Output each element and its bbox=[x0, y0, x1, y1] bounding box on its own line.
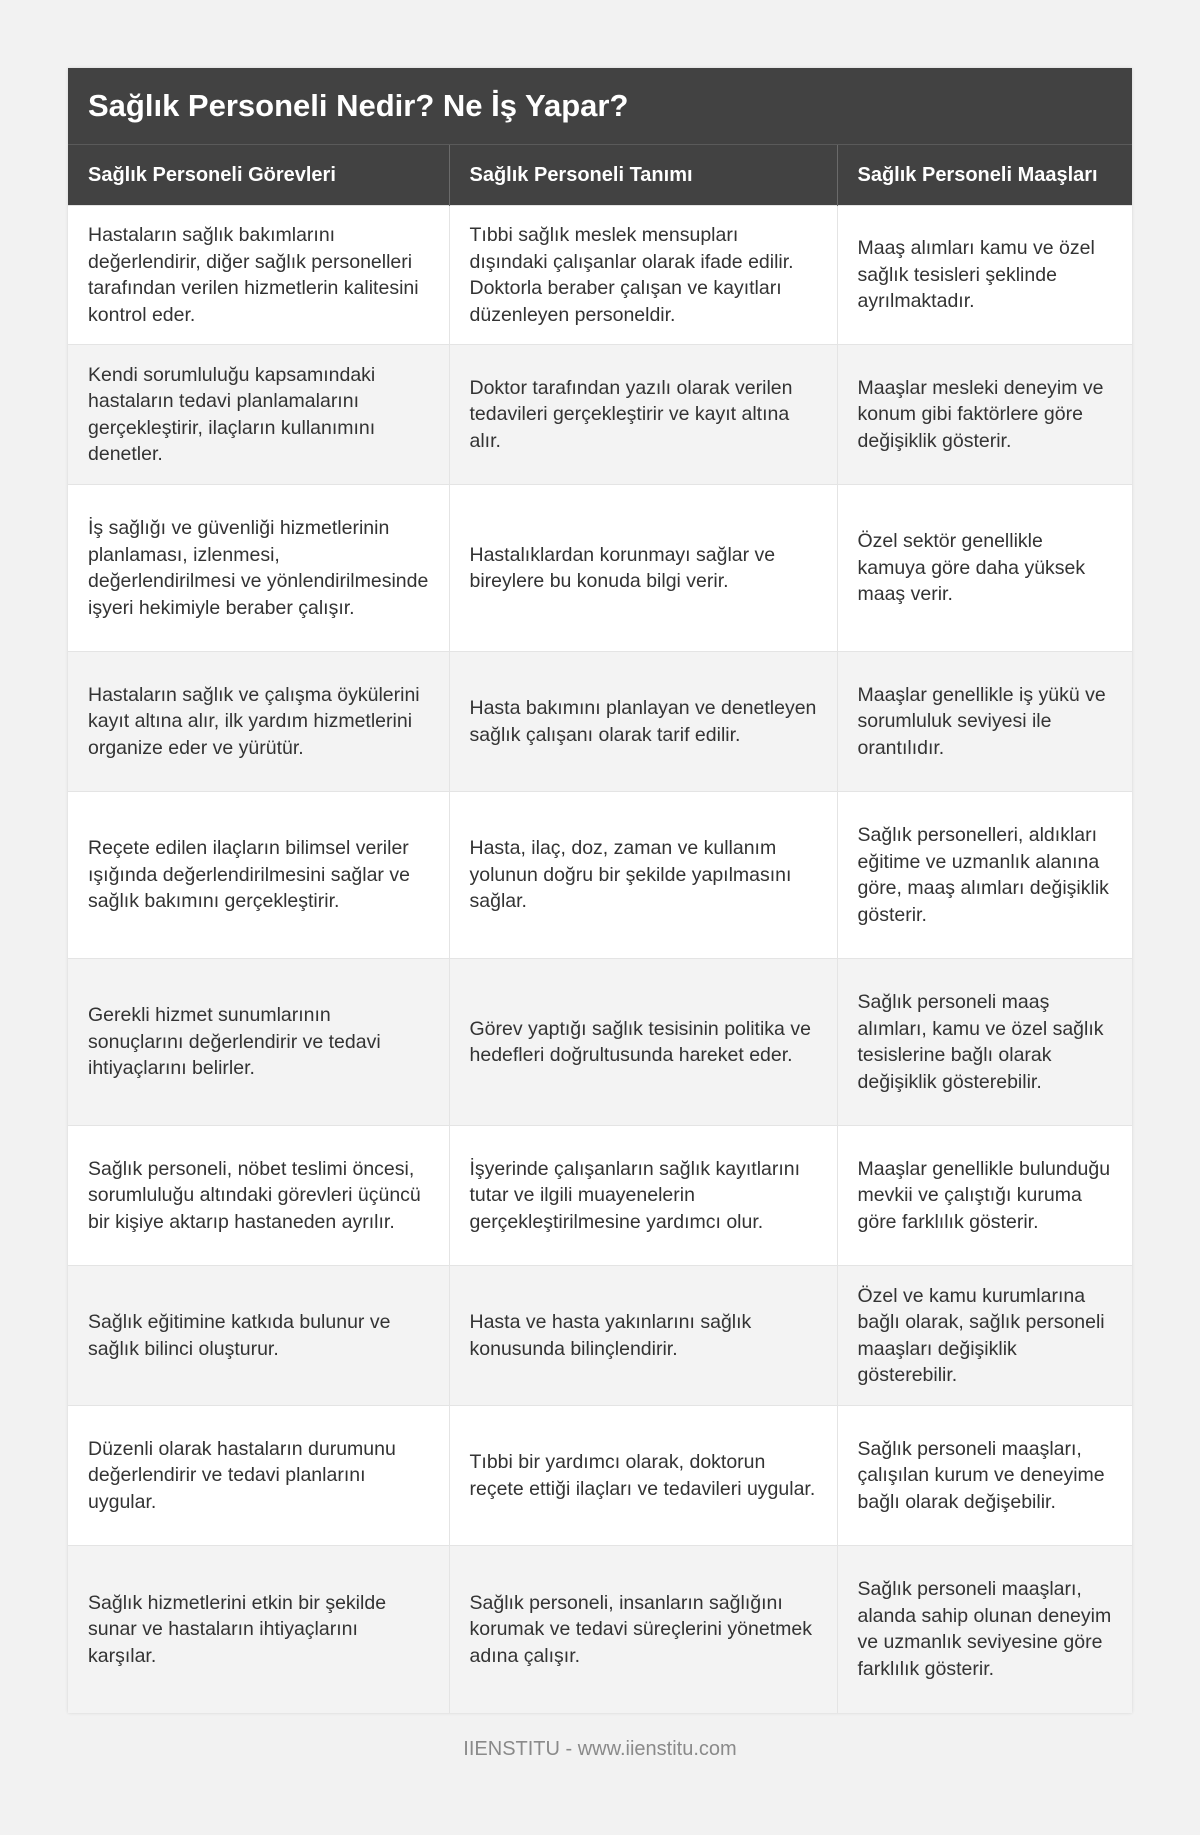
table-body bbox=[68, 206, 1132, 1713]
data-table bbox=[68, 144, 1132, 1713]
page-title: Sağlık Personeli Nedir? Ne İş Yapar? bbox=[68, 68, 1132, 144]
table-cell-definition: Tıbbi bir yardımcı olarak, doktorun reçete ettiği ilaçları ve tedavileri uygular. bbox=[449, 1406, 837, 1546]
column-header-salaries: Sağlık Personeli Maaşları bbox=[837, 145, 1132, 206]
table-cell-duty: Düzenli olarak hastaların durumunu değerlendirir ve tedavi planlarını uygular. bbox=[68, 1406, 449, 1546]
table-cell-definition: Tıbbi sağlık meslek mensupları dışındaki çalışanlar olarak ifade edilir. Doktorla beraber çalışan ve kayıtları düzenleyen personeldir. bbox=[449, 206, 837, 345]
table-cell-duty: Sağlık hizmetlerini etkin bir şekilde sunar ve hastaların ihtiyaçlarını karşılar. bbox=[68, 1546, 449, 1713]
table-row bbox=[68, 206, 1132, 345]
table-card bbox=[68, 68, 1132, 1713]
table-cell-salary: Sağlık personeli maaşları, alanda sahip olunan deneyim ve uzmanlık seviyesine göre farklılık gösterir. bbox=[837, 1546, 1132, 1713]
table-cell-duty: Kendi sorumluluğu kapsamındaki hastaların tedavi planlamalarını gerçekleştirir, ilaçların kullanımını denetler. bbox=[68, 345, 449, 485]
table-cell-duty: Sağlık personeli, nöbet teslimi öncesi, sorumluluğu altındaki görevleri üçüncü bir kişiye aktarıp hastaneden ayrılır. bbox=[68, 1126, 449, 1266]
table-cell-salary: Sağlık personelleri, aldıkları eğitime ve uzmanlık alanına göre, maaş alımları değişiklik gösterir. bbox=[837, 792, 1132, 959]
header-row bbox=[68, 145, 1132, 206]
table-row bbox=[68, 485, 1132, 652]
table-cell-definition: Hasta, ilaç, doz, zaman ve kullanım yolunun doğru bir şekilde yapılmasını sağlar. bbox=[449, 792, 837, 959]
table-cell-definition: Hasta bakımını planlayan ve denetleyen sağlık çalışanı olarak tarif edilir. bbox=[449, 652, 837, 792]
table-cell-salary: Maaş alımları kamu ve özel sağlık tesisleri şeklinde ayrılmaktadır. bbox=[837, 206, 1132, 345]
table-cell-duty: Reçete edilen ilaçların bilimsel veriler ışığında değerlendirilmesini sağlar ve sağlık bakımını gerçekleştirir. bbox=[68, 792, 449, 959]
table-row bbox=[68, 1126, 1132, 1266]
table-cell-salary: Sağlık personeli maaşları, çalışılan kurum ve deneyime bağlı olarak değişebilir. bbox=[837, 1406, 1132, 1546]
table-row bbox=[68, 1266, 1132, 1406]
table-header bbox=[68, 145, 1132, 206]
table-cell-salary: Maaşlar mesleki deneyim ve konum gibi faktörlere göre değişiklik gösterir. bbox=[837, 345, 1132, 485]
column-header-duties: Sağlık Personeli Görevleri bbox=[68, 145, 449, 206]
table-cell-duty: Hastaların sağlık ve çalışma öykülerini kayıt altına alır, ilk yardım hizmetlerini organize eder ve yürütür. bbox=[68, 652, 449, 792]
table-cell-definition: Hastalıklardan korunmayı sağlar ve bireylere bu konuda bilgi verir. bbox=[449, 485, 837, 652]
table-cell-salary: Sağlık personeli maaş alımları, kamu ve özel sağlık tesislerine bağlı olarak değişiklik gösterebilir. bbox=[837, 959, 1132, 1126]
table-cell-definition: Hasta ve hasta yakınlarını sağlık konusunda bilinçlendirir. bbox=[449, 1266, 837, 1406]
table-row bbox=[68, 345, 1132, 485]
table-row bbox=[68, 1546, 1132, 1713]
table-cell-duty: Hastaların sağlık bakımlarını değerlendirir, diğer sağlık personelleri tarafından verilen hizmetlerin kalitesini kontrol eder. bbox=[68, 206, 449, 345]
table-cell-definition: Doktor tarafından yazılı olarak verilen tedavileri gerçekleştirir ve kayıt altına alır. bbox=[449, 345, 837, 485]
table-cell-salary: Özel ve kamu kurumlarına bağlı olarak, sağlık personeli maaşları değişiklik gösterebilir. bbox=[837, 1266, 1132, 1406]
table-cell-salary: Özel sektör genellikle kamuya göre daha yüksek maaş verir. bbox=[837, 485, 1132, 652]
table-cell-salary: Maaşlar genellikle iş yükü ve sorumluluk seviyesi ile orantılıdır. bbox=[837, 652, 1132, 792]
table-cell-duty: Gerekli hizmet sunumlarının sonuçlarını değerlendirir ve tedavi ihtiyaçlarını belirler. bbox=[68, 959, 449, 1126]
column-header-definition: Sağlık Personeli Tanımı bbox=[449, 145, 837, 206]
footer-credit: IIENSTITU - www.iienstitu.com bbox=[463, 1738, 737, 1760]
table-cell-definition: İşyerinde çalışanların sağlık kayıtlarını tutar ve ilgili muayenelerin gerçekleştirilmesine yardımcı olur. bbox=[449, 1126, 837, 1266]
table-cell-duty: İş sağlığı ve güvenliği hizmetlerinin planlaması, izlenmesi, değerlendirilmesi ve yönlendirilmesinde işyeri hekimiyle beraber çalışır. bbox=[68, 485, 449, 652]
table-row bbox=[68, 1406, 1132, 1546]
table-row bbox=[68, 792, 1132, 959]
table-row bbox=[68, 959, 1132, 1126]
table-cell-salary: Maaşlar genellikle bulunduğu mevkii ve çalıştığı kuruma göre farklılık gösterir. bbox=[837, 1126, 1132, 1266]
table-row bbox=[68, 652, 1132, 792]
table-cell-definition: Sağlık personeli, insanların sağlığını korumak ve tedavi süreçlerini yönetmek adına çalışır. bbox=[449, 1546, 837, 1713]
table-cell-definition: Görev yaptığı sağlık tesisinin politika ve hedefleri doğrultusunda hareket eder. bbox=[449, 959, 837, 1126]
table-cell-duty: Sağlık eğitimine katkıda bulunur ve sağlık bilinci oluşturur. bbox=[68, 1266, 449, 1406]
